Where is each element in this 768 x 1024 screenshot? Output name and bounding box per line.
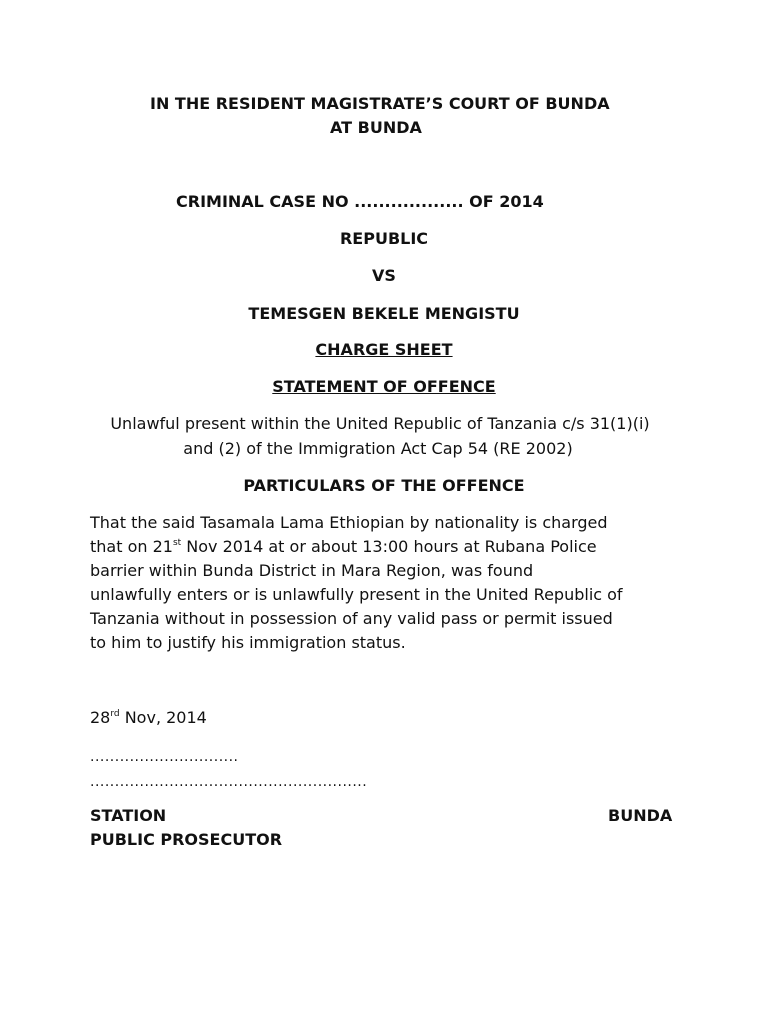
- accused-name: TEMESGEN BEKELE MENGISTU: [248, 304, 520, 323]
- document-date: [90, 706, 207, 730]
- date-day: 28: [90, 708, 111, 727]
- particulars-text: that on 21: [90, 537, 173, 556]
- versus-label: VS: [372, 266, 396, 285]
- particulars-line: unlawfully enters or is unlawfully present in the United Republic of: [90, 585, 623, 604]
- particulars-line: [90, 535, 597, 559]
- particulars-line: Tanzania without in possession of any valid pass or permit issued: [90, 609, 613, 628]
- particulars-line: barrier within Bunda District in Mara Region, was found: [90, 561, 534, 580]
- case-number: CRIMINAL CASE NO .................. OF 2014: [176, 192, 544, 211]
- statement-line: Unlawful present within the United Republic of Tanzania c/s 31(1)(i): [110, 414, 650, 433]
- particulars-heading: PARTICULARS OF THE OFFENCE: [243, 476, 525, 495]
- particulars-line: That the said Tasamala Lama Ethiopian by nationality is charged: [90, 513, 608, 532]
- charge-sheet-title-text: CHARGE SHEET: [315, 340, 453, 359]
- ordinal-suffix: st: [172, 537, 182, 548]
- statement-line: and (2) of the Immigration Act Cap 54 (RE 2002): [183, 439, 573, 458]
- station-location: BUNDA: [608, 806, 673, 825]
- court-location-line: AT BUNDA: [330, 118, 422, 137]
- prosecuting-party: REPUBLIC: [339, 229, 429, 248]
- court-name-line: IN THE RESIDENT MAGISTRATE’S COURT OF BUNDA: [150, 94, 610, 113]
- particulars-text: Nov 2014 at or about 13:00 hours at Rubana Police: [181, 537, 597, 556]
- signature-dotted-line: ..............................: [90, 749, 239, 765]
- prosecutor-title: PUBLIC PROSECUTOR: [90, 830, 283, 849]
- signature-dotted-line: ........................................................: [90, 774, 368, 790]
- statement-heading-text: STATEMENT OF OFFENCE: [272, 377, 496, 396]
- charge-sheet-title: [0, 338, 768, 362]
- ordinal-suffix: rd: [110, 708, 120, 719]
- date-rest: Nov, 2014: [119, 708, 207, 727]
- station-label: STATION: [90, 806, 167, 825]
- particulars-line: to him to justify his immigration status.: [90, 633, 406, 652]
- statement-heading: [0, 375, 768, 399]
